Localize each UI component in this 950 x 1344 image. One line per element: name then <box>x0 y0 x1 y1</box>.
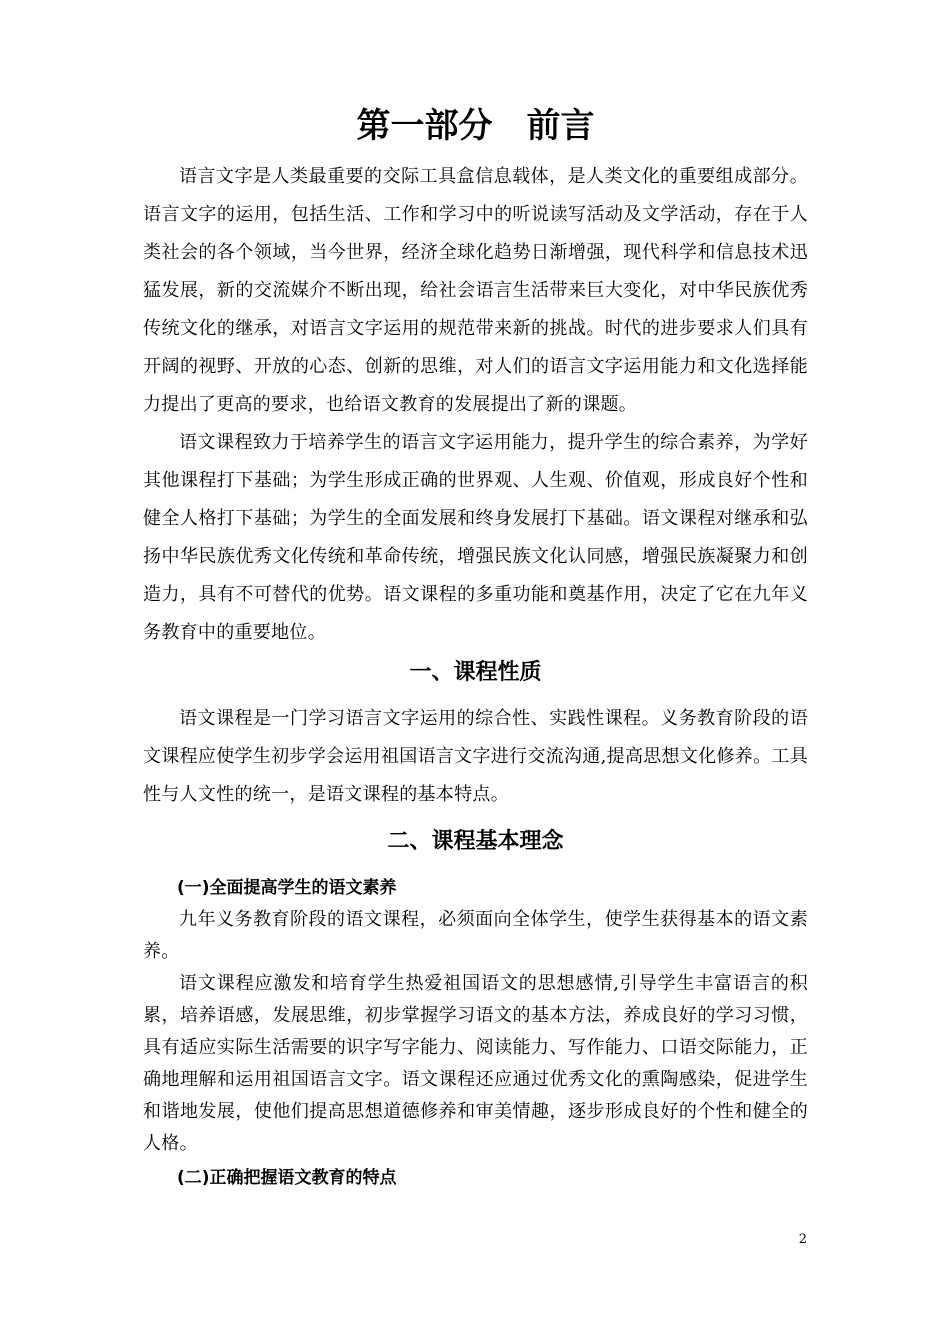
document-page <box>143 98 808 1194</box>
subsection-heading-2: (二)正确把握语文教育的特点 <box>177 1168 397 1188</box>
basic-concepts-body <box>143 872 808 1194</box>
subsection-1-paragraph-2: 语文课程应激发和培育学生热爱祖国语文的思想感情,引导学生丰富语言的积累，培养语感，发展思维，初步掌握学习语文的基本方法，养成良好的学习习惯，具有适应实际生活需要的识字写字能力、阅读能力、写作能力、口语交际能力，正确地理解和运用祖国语言文字。语文课程还应通过优秀文化的熏陶感染，促进学生和谐地发展，使他们提高思想道德修养和审美情趣，逐步形成良好的个性和健全的人格。 <box>143 973 808 1154</box>
section-heading-basic-concepts: 二、课程基本理念 <box>387 829 564 854</box>
page-number: 2 <box>798 1232 807 1247</box>
section-heading-course-nature: 一、课程性质 <box>409 660 542 685</box>
intro-paragraph-1: 语言文字是人类最重要的交际工具盒信息载体，是人类文化的重要组成部分。语言文字的运用，包括生活、工作和学习中的听说读写活动及文学活动，存在于人类社会的各个领域，当今世界，经济全球化趋势日渐增强，现代科学和信息技术迅猛发展，新的交流媒介不断出现，给社会语言生活带来巨大变化，对中华民族优秀传统文化的继承，对语言文字运用的规范带来新的挑战。时代的进步要求人们具有开阔的视野、开放的心态、创新的思维，对人们的语言文字运用能力和文化选择能力提出了更高的要求，也给语文教育的发展提出了新的课题。 <box>143 166 808 415</box>
subsection-1-paragraph-1: 九年义务教育阶段的语文课程，必须面向全体学生，使学生获得基本的语文素养。 <box>143 909 808 962</box>
subsection-heading-1: (一)全面提高学生的语文素养 <box>177 878 397 898</box>
course-nature-paragraph: 语文课程是一门学习语言文字运用的综合性、实践性课程。义务教育阶段的语文课程应使学生初步学会运用祖国语言文字进行交流沟通,提高思想文化修养。工具性与人文性的统一，是语文课程的基本特点。 <box>143 708 808 805</box>
page-title: 第一部分 前言 <box>356 106 595 146</box>
intro-paragraph-2: 语文课程致力于培养学生的语言文字运用能力，提升学生的综合素养，为学好其他课程打下基础；为学生形成正确的世界观、人生观、价值观，形成良好个性和健全人格打下基础；为学生的全面发展和终身发展打下基础。语文课程对继承和弘扬中华民族优秀文化传统和革命传统，增强民族文化认同感，增强民族凝聚力和创造力，具有不可替代的优势。语文课程的多重功能和奠基作用，决定了它在九年义务教育中的重要地位。 <box>143 432 808 643</box>
